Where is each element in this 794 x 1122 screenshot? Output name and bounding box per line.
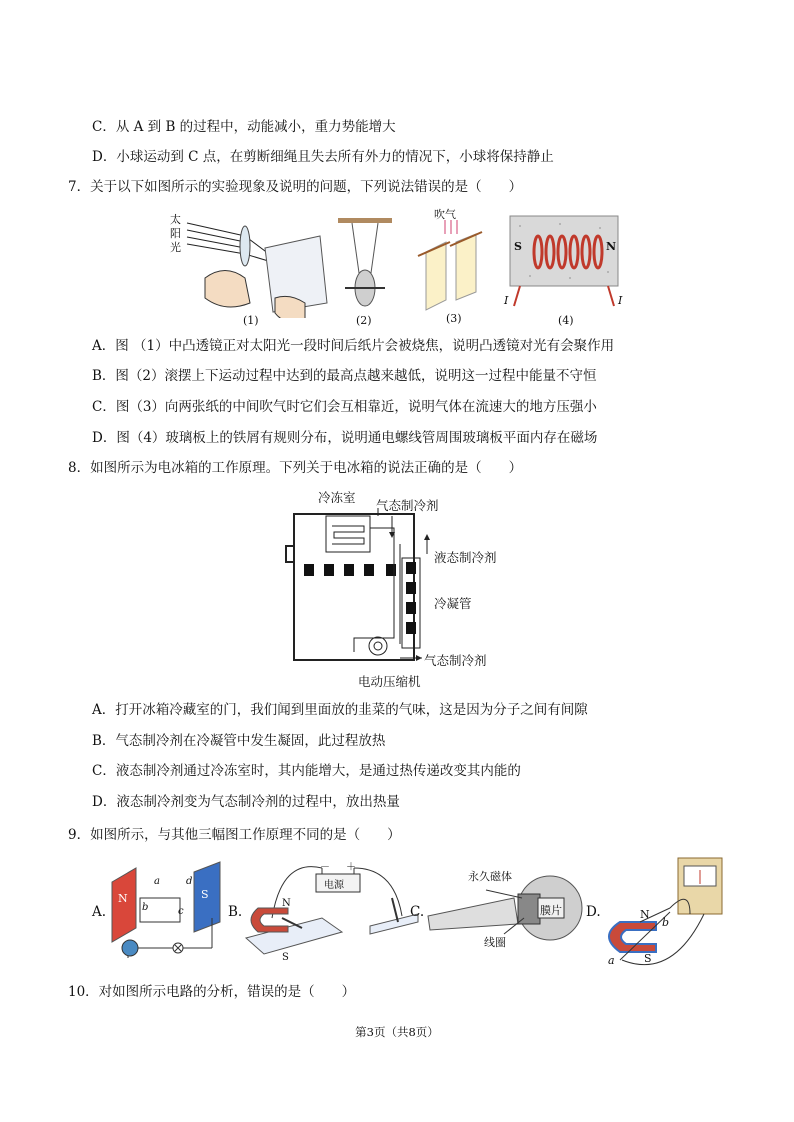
page-footer: 第3页（共8页） bbox=[355, 1025, 439, 1039]
generator-icon bbox=[108, 858, 228, 966]
power-plus-label: ＋ bbox=[346, 862, 356, 873]
q7-stem: 7．关于以下如图所示的实验现象及说明的问题，下列说法错误的是（ ） bbox=[68, 179, 523, 195]
q7-option-c: C．图（3）向两张纸的中间吹气时它们会互相靠近，说明气体在流速大的地方压强小 bbox=[92, 399, 597, 415]
q9-stem: 9．如图所示，与其他三幅图工作原理不同的是（ ） bbox=[68, 827, 401, 843]
freezer-label: 冷冻室 bbox=[318, 490, 356, 505]
q7-figure-2 bbox=[330, 210, 400, 330]
compressor-label: 电动压缩机 bbox=[358, 674, 421, 689]
coil-label: 线圈 bbox=[484, 936, 506, 949]
q6-option-d: D．小球运动到 C 点，在剪断细绳且失去所有外力的情况下，小球将保持静止 bbox=[92, 149, 554, 165]
fig-a-point-a: a bbox=[154, 876, 160, 887]
gas-refrigerant-bottom-label: 气态制冷剂 bbox=[424, 653, 487, 668]
q9-figure-d bbox=[600, 852, 726, 968]
maxwell-wheel-icon bbox=[330, 210, 400, 314]
q9-option-b-letter: B. bbox=[228, 904, 243, 920]
power-minus-label: － bbox=[320, 862, 330, 873]
fig-d-pole-s: S bbox=[644, 952, 652, 965]
permanent-magnet-label: 永久磁体 bbox=[468, 870, 512, 883]
sunlight-label: 太阳光 bbox=[170, 213, 181, 254]
figure-caption-1: (1) bbox=[243, 314, 259, 327]
q8-option-c: C．液态制冷剂通过冷冻室时，其内能增大，是通过热传递改变其内能的 bbox=[92, 763, 521, 779]
q9-figure-a bbox=[108, 858, 228, 966]
motor-experiment-icon bbox=[242, 858, 425, 966]
q6-option-c: C．从 A 到 B 的过程中，动能减小，重力势能增大 bbox=[92, 119, 396, 135]
fig-a-point-c: c bbox=[178, 906, 184, 917]
q7-option-d: D．图（4）玻璃板上的铁屑有规则分布，说明通电螺线管周围玻璃板平面内存在磁场 bbox=[92, 430, 598, 446]
q7-option-a: A．图 （1）中凸透镜正对太阳光一段时间后纸片会被烧焦，说明凸透镜对光有会聚作用 bbox=[92, 338, 615, 354]
liquid-refrigerant-label: 液态制冷剂 bbox=[434, 550, 497, 565]
lens-sunlight-icon bbox=[165, 208, 340, 318]
q9-figure-c bbox=[426, 868, 586, 952]
q7-figure-1 bbox=[165, 208, 340, 333]
power-source-label: 电源 bbox=[324, 880, 344, 891]
fig-d-point-a: a bbox=[608, 954, 615, 967]
q8-option-d: D．液态制冷剂变为气态制冷剂的过程中，放出热量 bbox=[92, 794, 400, 810]
membrane-label: 膜片 bbox=[540, 904, 562, 917]
q10-stem: 10．对如图所示电路的分析，错误的是（ ） bbox=[68, 984, 356, 1000]
current-label-left: I bbox=[504, 294, 509, 307]
pole-n-label: N bbox=[606, 240, 617, 253]
q7-figure-3 bbox=[412, 206, 492, 330]
q9-option-c-letter: C. bbox=[410, 904, 425, 920]
fig-d-point-b: b bbox=[662, 916, 670, 929]
q9-option-a-letter: A. bbox=[92, 904, 107, 920]
fig-a-pole-n: N bbox=[118, 892, 128, 905]
blow-air-label: 吹气 bbox=[434, 208, 456, 221]
fig-a-point-b: b bbox=[142, 902, 149, 913]
refrigerator-diagram bbox=[282, 486, 522, 689]
figure-caption-4: (4) bbox=[558, 314, 574, 327]
q8-option-a: A．打开冰箱冷藏室的门，我们闻到里面放的韭菜的气味，这是因为分子之间有间隙 bbox=[92, 702, 588, 718]
fig-b-pole-s: S bbox=[282, 952, 289, 963]
q7-figure-4 bbox=[500, 214, 628, 332]
q8-stem: 8．如图所示为电冰箱的工作原理。下列关于电冰箱的说法正确的是（ ） bbox=[68, 460, 523, 476]
fig-a-pole-s: S bbox=[201, 888, 209, 901]
fig-d-pole-n: N bbox=[640, 908, 650, 921]
pole-s-label: S bbox=[514, 240, 522, 253]
figure-caption-3: (3) bbox=[446, 312, 462, 325]
solenoid-filings-icon bbox=[500, 214, 628, 310]
figure-caption-2: (2) bbox=[356, 314, 372, 327]
condenser-label: 冷凝管 bbox=[434, 596, 472, 611]
fig-a-point-d: d bbox=[186, 876, 193, 887]
gas-refrigerant-top-label: 气态制冷剂 bbox=[376, 498, 439, 513]
q8-option-b: B．气态制冷剂在冷凝管中发生凝固，此过程放热 bbox=[92, 733, 386, 749]
q9-figure-b bbox=[242, 858, 425, 966]
q7-option-b: B．图（2）滚摆上下运动过程中达到的最高点越来越低，说明这一过程中能量不守恒 bbox=[92, 368, 597, 384]
fig-b-pole-n: N bbox=[282, 898, 291, 909]
q9-option-d-letter: D. bbox=[586, 904, 601, 920]
galvanometer-experiment-icon bbox=[600, 852, 726, 968]
current-label-right: I bbox=[618, 294, 623, 307]
